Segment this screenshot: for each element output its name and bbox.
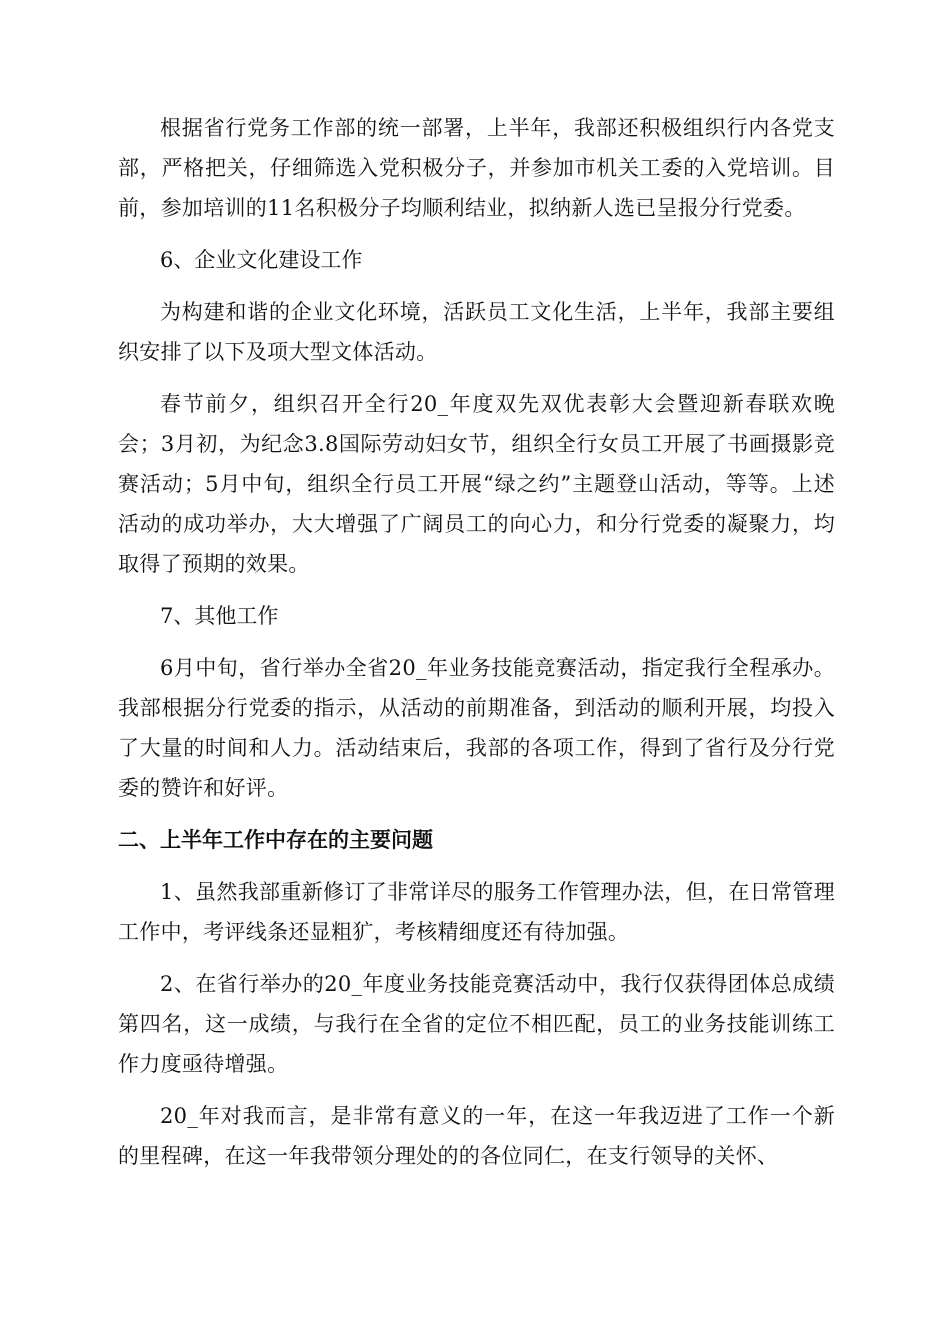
document-page bbox=[118, 108, 835, 1188]
section-heading-problems: 二、上半年工作中存在的主要问题 bbox=[118, 828, 433, 852]
paragraph-culture-intro: 为构建和谐的企业文化环境，活跃员工文化生活，上半年，我部主要组织安排了以下及项大型文体活动。 bbox=[118, 300, 835, 364]
paragraph-culture-activities: 春节前夕，组织召开全行20_年度双先双优表彰大会暨迎新春联欢晚会；3月初，为纪念3.8国际劳动妇女节，组织全行女员工开展了书画摄影竞赛活动；5月中旬，组织全行员工开展“绿之约”主题登山活动，等等。上述活动的成功举办，大大增强了广阔员工的向心力，和分行党委的凝聚力，均取得了预期的效果。 bbox=[118, 392, 835, 576]
paragraph-problem-1: 1、虽然我部重新修订了非常详尽的服务工作管理办法，但，在日常管理工作中，考评线条还显粗犷，考核精细度还有待加强。 bbox=[118, 880, 835, 944]
paragraph-problem-2: 2、在省行举办的20_年度业务技能竞赛活动中，我行仅获得团体总成绩第四名，这一成绩，与我行在全省的定位不相匹配，员工的业务技能训练工作力度亟待增强。 bbox=[118, 972, 835, 1076]
paragraph-party-training: 根据省行党务工作部的统一部署，上半年，我部还积极组织行内各党支部，严格把关，仔细筛选入党积极分子，并参加市机关工委的入党培训。目前，参加培训的11名积极分子均顺利结业，拟纳新人选已呈报分行党委。 bbox=[118, 116, 835, 220]
paragraph-skills-competition: 6月中旬，省行举办全省20_年业务技能竞赛活动，指定我行全程承办。我部根据分行党委的指示，从活动的前期准备，到活动的顺利开展，均投入了大量的时间和人力。活动结束后，我部的各项工作，得到了省行及分行党委的赞许和好评。 bbox=[118, 656, 835, 800]
subheading-corporate-culture: 6、企业文化建设工作 bbox=[160, 248, 363, 272]
subheading-other-work: 7、其他工作 bbox=[160, 604, 279, 628]
paragraph-year-reflection: 20_年对我而言，是非常有意义的一年，在这一年我迈进了工作一个新的里程碑，在这一年我带领分理处的的各位同仁，在支行领导的关怀、 bbox=[118, 1104, 835, 1168]
